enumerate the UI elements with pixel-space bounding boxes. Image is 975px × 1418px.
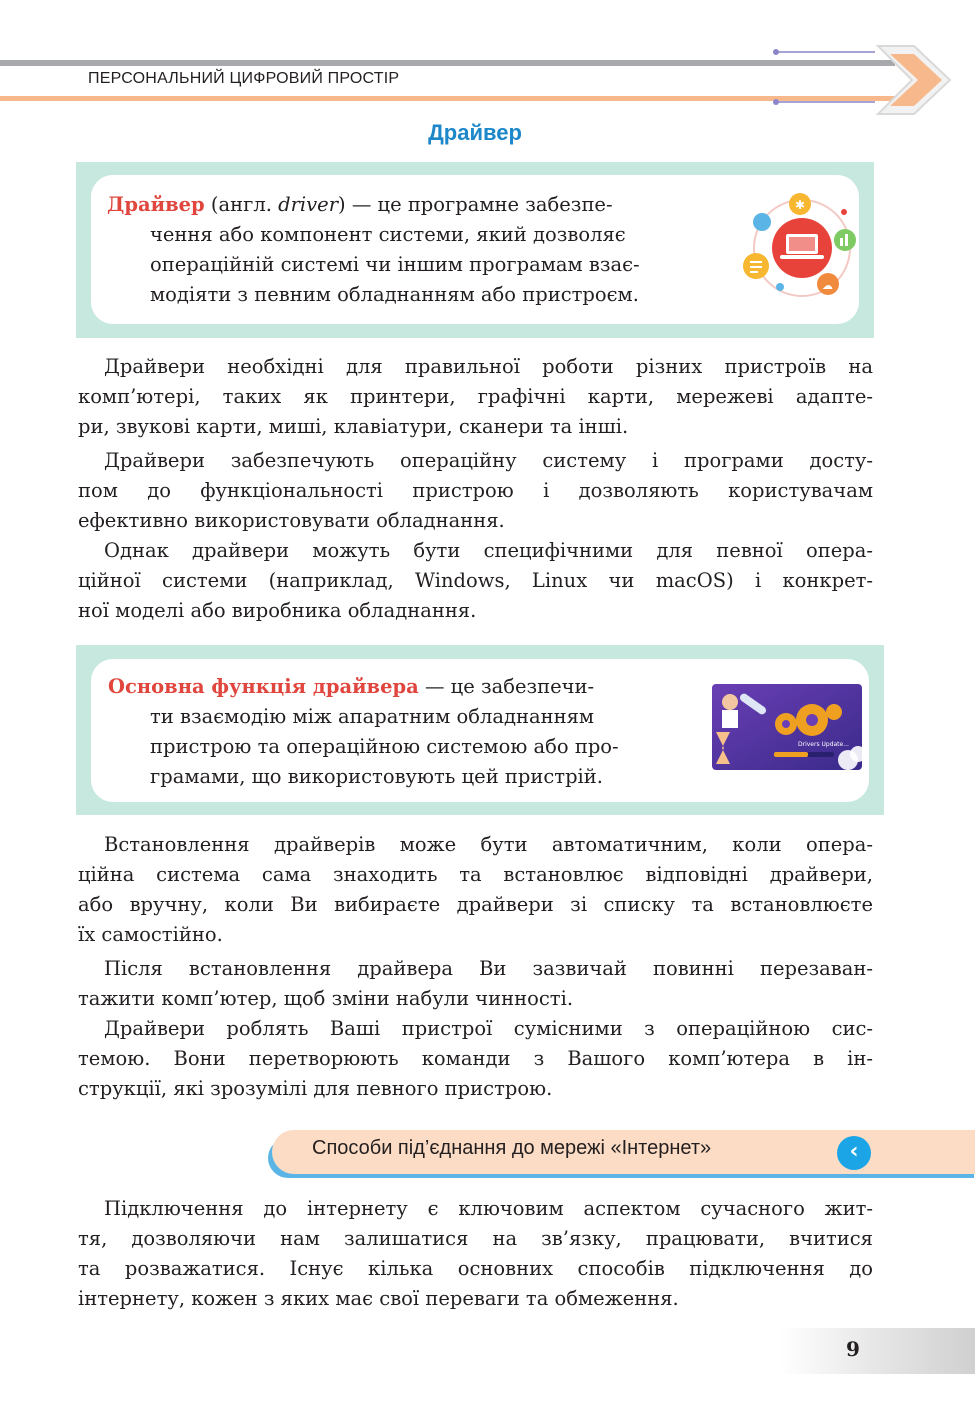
svg-text:☁: ☁ (822, 279, 833, 292)
paragraph-line: струкції, які зрозумілі для певного пристрою. (78, 1077, 553, 1100)
paragraph-line: ційна система сама знаходить та встановлює відповідні драйвери, (78, 863, 873, 886)
body-paragraph (78, 1014, 873, 1104)
definition-english-term: driver (278, 193, 339, 216)
page-number: 9 (846, 1337, 860, 1361)
subsection-title: Способи під’єднання до мережі «Інтернет» (312, 1137, 712, 1159)
svg-text:✱: ✱ (795, 198, 806, 212)
page-title: Драйвер (428, 120, 522, 145)
paragraph-line: Встановлення драйверів може бути автоматичним, коли опера- (104, 833, 873, 856)
definition-term: Основна функція драйвера (108, 675, 419, 698)
definition-line: операційній системі чи іншим програмам взає- (150, 253, 640, 276)
definition-text (108, 672, 688, 792)
paragraph-line: тажити комп’ютер, щоб зміни набули чинності. (78, 987, 574, 1010)
chevron-left-icon: ‹ (837, 1136, 871, 1170)
definition-line: чення або компонент системи, який дозволяє (150, 223, 626, 246)
definition-line: грамами, що використовують цей пристрій. (150, 765, 603, 788)
definition-term: Драйвер (107, 193, 205, 216)
paragraph-line: інтернету, кожен з яких має свої переваги та обмеження. (78, 1287, 679, 1310)
header-chevron-icon (870, 44, 955, 116)
laptop-network-icon (740, 192, 865, 302)
definition-text-part: — це забезпечи- (418, 675, 595, 698)
header-gray-stripe (0, 60, 895, 66)
paragraph-line: пом до функціональності пристрою і дозволяють користувачам (78, 479, 873, 502)
definition-text-part: (англ. (204, 193, 279, 216)
illustration-caption: Drivers Update... (798, 741, 849, 748)
paragraph-line: ри, звукові карти, миші, клавіатури, сканери та інші. (78, 415, 629, 438)
paragraph-line: Однак драйвери можуть бути специфічними для певної опера- (104, 539, 873, 562)
paragraph-line: комп’ютері, таких як принтери, графічні карти, мережеві адапте- (78, 385, 873, 408)
paragraph-line: ційної системи (наприклад, Windows, Linux чи macOS) і конкрет- (78, 569, 873, 592)
definition-line: ти взаємодію між апаратним обладнанням (150, 705, 595, 728)
paragraph-line: їх самостійно. (78, 923, 223, 946)
body-paragraph (78, 352, 873, 442)
definition-line: модіяти з певним обладнанням або пристроєм. (150, 283, 639, 306)
paragraph-line: Драйвери забезпечують операційну систему і програми досту- (104, 449, 873, 472)
header-decor-lines (770, 46, 880, 110)
body-paragraph (78, 1194, 873, 1314)
body-paragraph (78, 536, 873, 626)
paragraph-line: Драйвери необхідні для правильної роботи різних пристроїв на (104, 355, 873, 378)
paragraph-line: Після встановлення драйвера Ви зазвичай повинні перезаван- (104, 957, 873, 980)
paragraph-line: або вручну, коли Ви вибираєте драйвери зі списку та встановлюєте (78, 893, 873, 916)
header-title: ПЕРСОНАЛЬНИЙ ЦИФРОВИЙ ПРОСТІР (88, 70, 400, 87)
header-peach-stripe (0, 96, 900, 101)
body-paragraph (78, 954, 873, 1014)
definition-text-part: ) — це програмне забезпе- (338, 193, 613, 216)
definition-text (107, 190, 717, 310)
body-paragraph (78, 830, 873, 950)
page-number-band (780, 1328, 975, 1374)
paragraph-line: ефективно використовувати обладнання. (78, 509, 505, 532)
paragraph-line: Драйвери роблять Ваші пристрої сумісними з операційною сис- (104, 1017, 873, 1040)
paragraph-line: темою. Вони перетворюють команди з Вашого комп’ютера в ін- (78, 1047, 873, 1070)
paragraph-line: та розважатися. Існує кілька основних способів підключення до (78, 1257, 873, 1280)
definition-line: пристрою та операційною системою або про- (150, 735, 619, 758)
driver-update-illustration (708, 682, 866, 772)
body-paragraph (78, 446, 873, 536)
paragraph-line: ної моделі або виробника обладнання. (78, 599, 477, 622)
paragraph-line: Підключення до інтернету є ключовим аспектом сучасного жит- (104, 1197, 873, 1220)
paragraph-line: тя, дозволяючи нам залишатися на зв’язку, працювати, вчитися (78, 1227, 873, 1250)
